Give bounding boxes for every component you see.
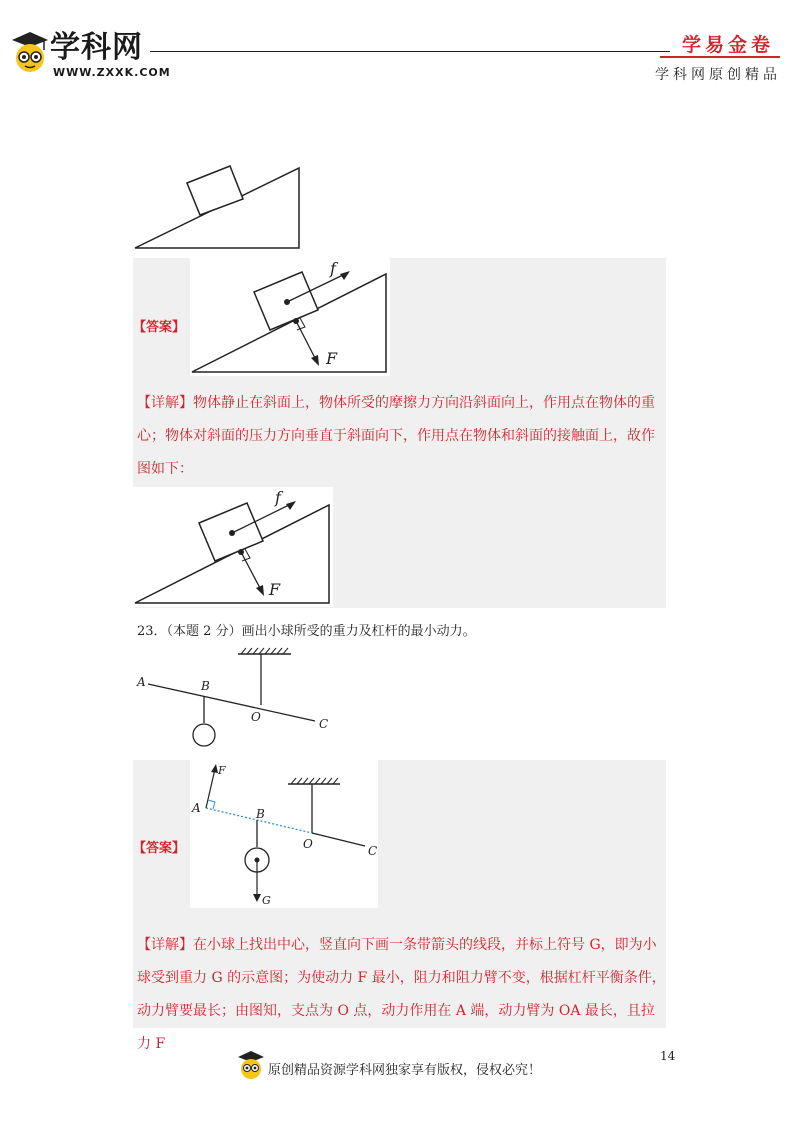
detail-line: 图如下： <box>137 461 193 477</box>
label-G: G <box>262 894 271 907</box>
detail-line: 【详解】在小球上找出中心，竖直向下画一条带箭头的线段，并标上符号 G，即为小 <box>137 937 657 953</box>
incline-figure <box>133 160 303 252</box>
label-A: A <box>137 675 146 689</box>
brand-title: 学易金卷 <box>682 34 775 56</box>
label-O: O <box>251 710 261 724</box>
footer-logo-icon <box>237 1050 265 1080</box>
brand-underline <box>660 56 780 58</box>
answer-figure-1 <box>190 258 390 376</box>
label-f: f <box>330 259 336 278</box>
detail-figure-1 <box>133 487 333 607</box>
label-F: F <box>218 764 226 777</box>
lever-figure <box>133 646 333 750</box>
detail-line: 【详解】物体静止在斜面上，物体所受的摩擦力方向沿斜面向上，作用点在物体的重 <box>137 395 655 411</box>
logo-text: 学科网 <box>50 30 143 65</box>
label-C: C <box>368 844 378 858</box>
logo-icon <box>10 30 50 74</box>
label-B: B <box>201 679 210 693</box>
detail-line: 动力臂要最长；由图知，支点为 O 点，动力作用在 A 端，动力臂为 OA 最长，且拉力 F <box>137 1003 655 1052</box>
label-F: F <box>326 349 338 368</box>
label-C: C <box>319 717 329 731</box>
detail-line: 心；物体对斜面的压力方向垂直于斜面向下，作用点在物体和斜面的接触面上，故作 <box>137 428 655 444</box>
label-F: F <box>269 580 281 599</box>
answer-figure-2 <box>190 760 378 908</box>
detail-text-2 <box>137 929 667 1061</box>
page-number: 14 <box>660 1049 676 1063</box>
brand-subtitle: 学科网原创精品 <box>655 67 781 83</box>
answer-label-1: 【答案】 <box>133 320 186 335</box>
logo-url: WWW.ZXXK.COM <box>53 66 171 79</box>
footer-copyright: 原创精品资源学科网独家享有版权，侵权必究！ <box>268 1063 542 1078</box>
label-O: O <box>303 837 313 851</box>
detail-line: 球受到重力 G 的示意图；为使动力 F 最小，阻力和阻力臂不变，根据杠杆平衡条件， <box>137 970 666 986</box>
label-A: A <box>192 801 201 815</box>
detail-text-1 <box>137 387 667 486</box>
label-B: B <box>256 807 265 821</box>
question-23: 23．（本题 2 分）画出小球所受的重力及杠杆的最小动力。 <box>137 624 476 639</box>
label-f: f <box>275 488 281 507</box>
header-divider <box>150 51 670 52</box>
answer-label-2: 【答案】 <box>133 841 186 856</box>
